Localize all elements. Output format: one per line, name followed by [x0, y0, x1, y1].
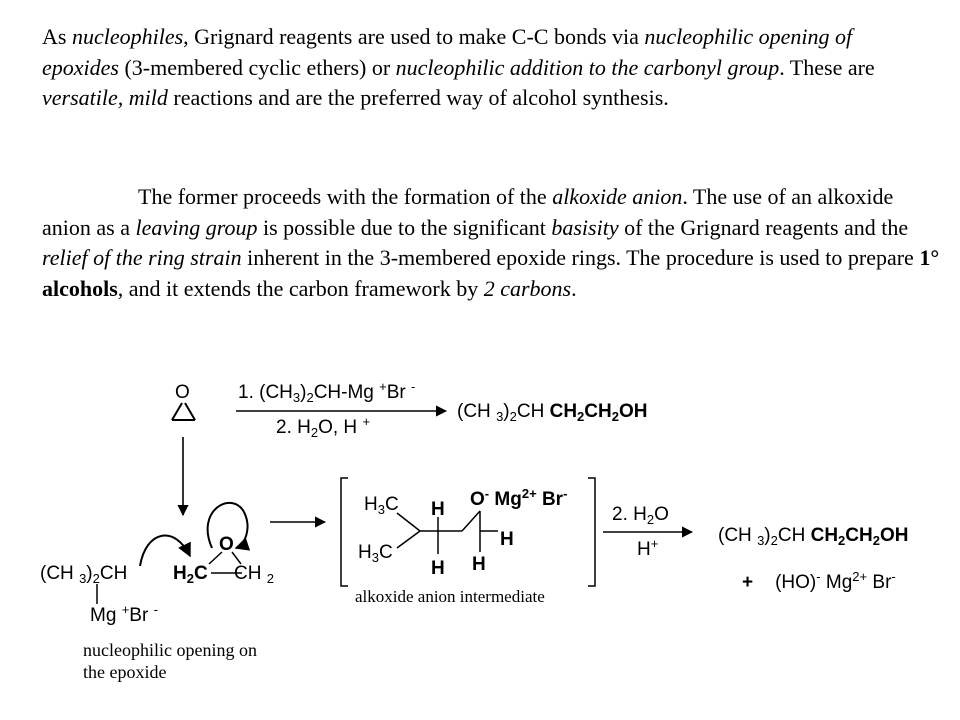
reagent-hydrolysis-acid: H+ [637, 536, 659, 560]
intermediate-alkoxide-ion: O- $Mg^{2+}$ Br- [470, 486, 568, 510]
reagent-step-1: 1. $(CH_3)_2CH-Mg$ +Br - [238, 379, 416, 405]
term-epoxide-opening: nucleophilic opening of epoxides [42, 24, 853, 80]
intermediate-h-bottom-right: H [472, 554, 486, 575]
text-run: is possible due to the significant [257, 214, 552, 240]
text-run: . The use of an alkoxide anion as a [42, 184, 894, 240]
text-run: . [571, 275, 577, 301]
term-basisity: basisity [551, 214, 619, 240]
curved-arrow-attack [140, 536, 190, 566]
reagent-step-2: 2. $H_2O$, H + [276, 414, 371, 440]
term-ring-strain: relief of the ring strain [42, 245, 242, 270]
intermediate-h3c-top: $H_3C$ [364, 494, 399, 517]
epoxide-ring-top [172, 403, 195, 420]
term-two-carbons: 2 carbons [483, 275, 572, 301]
term-carbonyl-addition: nucleophilic addition to the carbonyl group [395, 54, 780, 80]
product-top: (CH $_3)_2CH$ $CH_2CH_2OH$ [457, 401, 648, 424]
intermediate-h-right: H [500, 529, 514, 550]
epoxide-oxygen-top: O [175, 382, 190, 403]
label-nucleophilic-opening: nucleophilic opening on the epoxide [83, 640, 257, 682]
bracket-left [341, 478, 348, 586]
reagent-hydrolysis-water: 2. $H_2O$ [612, 504, 669, 527]
intermediate-skeleton [397, 511, 498, 554]
text-run: . These are [779, 54, 875, 80]
label-alkoxide-intermediate: alkoxide anion intermediate [355, 587, 545, 606]
text-run: As [42, 24, 72, 49]
bracket-right [588, 478, 595, 586]
grignard-alkyl: (CH $_3)_2CH$ [40, 563, 128, 586]
intermediate-h-top-left: H [431, 499, 445, 520]
text-run: inherent in the 3-membered epoxide rings. The procedure is used to prepare [241, 245, 920, 270]
epoxide-oxygen-bottom: O [219, 534, 234, 555]
term-primary-alcohols: 1° alcohols [42, 245, 940, 301]
text-run: (3-membered cyclic ethers) or [118, 54, 396, 80]
product-bottom: (CH $_3)_2CH$ $CH_2CH_2OH$ [718, 525, 909, 548]
term-alkoxide-anion: alkoxide anion [552, 184, 683, 209]
epoxide-ch2: CH $_2$ [234, 563, 274, 586]
intermediate-h3c-bottom: $H_3C$ [358, 542, 393, 565]
term-leaving-group: leaving group [135, 214, 258, 240]
text-run: The former proceeds with the formation of the [138, 184, 553, 209]
term-versatile-mild: versatile, mild [42, 85, 168, 110]
epoxide-h2c: $H_2C$ [173, 563, 208, 586]
text-run: , and it extends the carbon framework by [117, 275, 484, 301]
byproduct-magnesium-salt: + (HO)- $Mg^{2+}$ Br- [742, 569, 896, 593]
text-run: , Grignard reagents are used to make C-C bonds via [183, 24, 645, 49]
text-run: reactions and are the preferred way of alcohol synthesis. [167, 85, 669, 110]
intermediate-h-bottom-left: H [431, 558, 445, 579]
text-run: of the Grignard reagents and the [618, 214, 909, 240]
grignard-mgbr: Mg +Br - [90, 602, 158, 626]
term-nucleophiles: nucleophiles [71, 24, 184, 49]
